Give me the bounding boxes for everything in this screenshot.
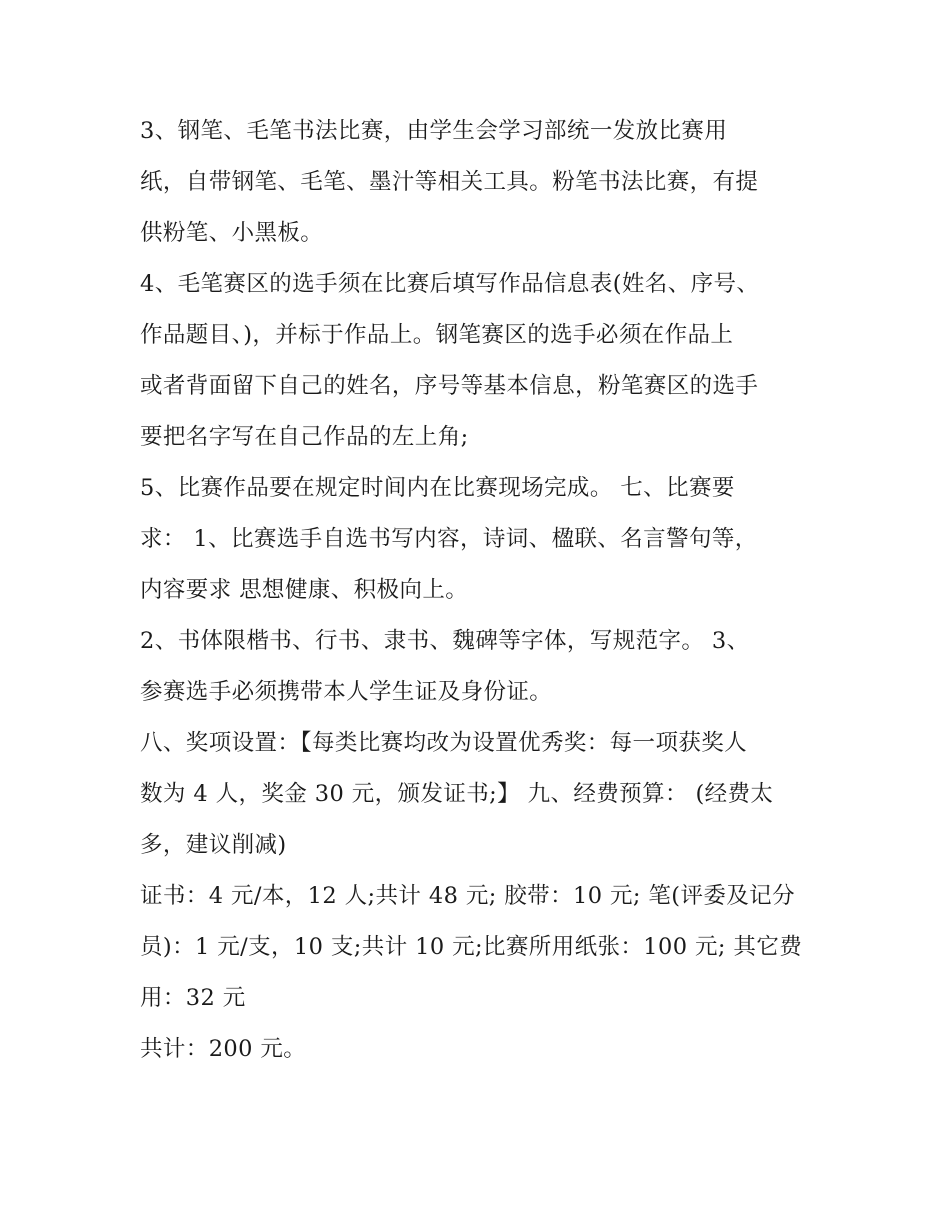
text-line-2: 纸，自带钢笔、毛笔、墨汁等相关工具。粉笔书法比赛，有提 xyxy=(140,169,759,195)
text-line-17: 员)：1 元/支，10 支;共计 10 元;比赛所用纸张：100 元; 其它费 xyxy=(140,934,803,960)
text-line-16: 证书：4 元/本，12 人;共计 48 元; 胶带：10 元; 笔(评委及记分 xyxy=(140,883,795,909)
text-line-5: 作品题目、)，并标于作品上。钢笔赛区的选手必须在作品上 xyxy=(140,322,734,348)
text-line-6: 或者背面留下自己的姓名，序号等基本信息，粉笔赛区的选手 xyxy=(140,373,759,399)
text-line-11: 2、书体限楷书、行书、隶书、魏碑等字体，写规范字。 3、 xyxy=(140,628,750,654)
text-line-10: 内容要求 思想健康、积极向上。 xyxy=(140,577,469,603)
text-line-3: 供粉笔、小黑板。 xyxy=(140,220,324,246)
text-line-12: 参赛选手必须携带本人学生证及身份证。 xyxy=(140,679,553,705)
text-line-15: 多，建议削减) xyxy=(140,832,287,858)
text-line-8: 5、比赛作品要在规定时间内在比赛现场完成。 七、比赛要 xyxy=(140,475,735,501)
text-line-4: 4、毛笔赛区的选手须在比赛后填写作品信息表(姓名、序号、 xyxy=(140,271,760,297)
text-line-19: 共计：200 元。 xyxy=(140,1036,307,1062)
text-line-13: 八、奖项设置：【每类比赛均改为设置优秀奖：每一项获奖人 xyxy=(140,730,748,756)
document-body xyxy=(140,106,820,1075)
text-line-1: 3、钢笔、毛笔书法比赛，由学生会学习部统一发放比赛用 xyxy=(140,118,728,144)
text-line-18: 用：32 元 xyxy=(140,985,246,1011)
text-line-9: 求： 1、比赛选手自选书写内容，诗词、楹联、名言警句等， xyxy=(140,526,758,552)
text-line-7: 要把名字写在自己作品的左上角; xyxy=(140,424,469,450)
text-line-14: 数为 4 人，奖金 30 元，颁发证书;】 九、经费预算： (经费太 xyxy=(140,781,774,807)
